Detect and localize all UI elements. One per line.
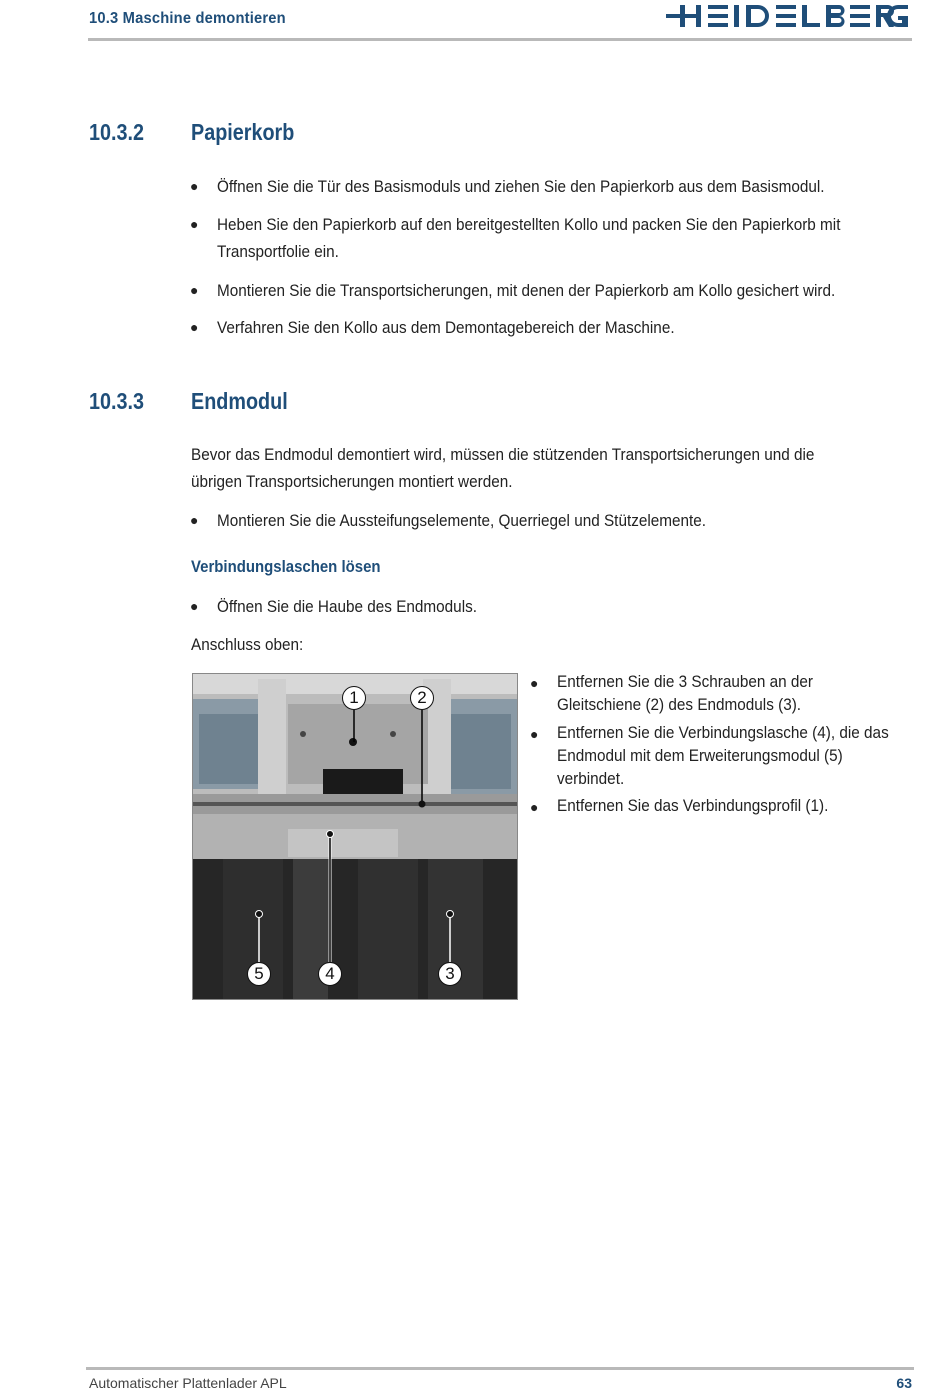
callout-3: 3 — [438, 962, 462, 986]
intro-line: übrigen Transportsicherungen montiert werden. — [191, 472, 513, 491]
bullet-icon: ● — [190, 282, 199, 298]
bullet-icon: ● — [190, 319, 199, 335]
side-list-line: Gleitschiene (2) des Endmoduls (3). — [557, 695, 802, 714]
bullet-icon: ● — [530, 799, 539, 815]
subheading: Verbindungslaschen lösen — [191, 557, 381, 576]
bullet-icon: ● — [190, 178, 199, 194]
heidelberg-logo — [666, 3, 908, 29]
footer-doc-title: Automatischer Plattenlader APL — [89, 1375, 287, 1391]
bullet-icon: ● — [530, 726, 539, 742]
side-list-line: Endmodul mit dem Erweiterungsmodul (5) — [557, 746, 843, 765]
section-number: 10.3.2 — [89, 119, 144, 145]
callout-4: 4 — [318, 962, 342, 986]
bullet-icon: ● — [530, 675, 539, 691]
list-item-line: Transportfolie ein. — [217, 242, 339, 261]
side-list-line: Entfernen Sie die 3 Schrauben an der — [557, 672, 814, 691]
side-list-line: Entfernen Sie das Verbindungsprofil (1). — [557, 796, 829, 815]
callout-5: 5 — [247, 962, 271, 986]
bullet-icon: ● — [190, 598, 199, 614]
side-list-line: verbindet. — [557, 769, 625, 788]
running-header-title: 10.3 Maschine demontieren — [89, 10, 286, 27]
machine-photo — [192, 673, 518, 1000]
list-item: Öffnen Sie die Tür des Basismoduls und ziehen Sie den Papierkorb aus dem Basismodul. — [217, 177, 825, 196]
intro-line: Bevor das Endmodul demontiert wird, müssen die stützenden Transportsicherungen und die — [191, 445, 815, 464]
list-item: Öffnen Sie die Haube des Endmoduls. — [217, 597, 478, 616]
footer-rule — [86, 1367, 914, 1370]
section-number: 10.3.3 — [89, 388, 144, 414]
connection-label: Anschluss oben: — [191, 635, 304, 654]
callout-1: 1 — [342, 686, 366, 710]
list-item: Verfahren Sie den Kollo aus dem Demontagebereich der Maschine. — [217, 318, 675, 337]
section-title: Endmodul — [191, 388, 288, 414]
bullet-icon: ● — [190, 512, 199, 528]
list-item: Montieren Sie die Transportsicherungen, mit denen der Papierkorb am Kollo gesichert wird. — [217, 281, 836, 300]
side-list-line: Entfernen Sie die Verbindungslasche (4), die das — [557, 723, 889, 742]
section-title: Papierkorb — [191, 119, 295, 145]
list-item-line: Heben Sie den Papierkorb auf den bereitgestellten Kollo und packen Sie den Papierkorb mit — [217, 215, 841, 234]
machine-photo-drawing — [193, 674, 517, 999]
bullet-icon: ● — [190, 216, 199, 232]
page-number: 63 — [896, 1375, 912, 1391]
callout-2: 2 — [410, 686, 434, 710]
header-rule — [88, 38, 912, 41]
list-item: Montieren Sie die Aussteifungselemente, Querriegel und Stützelemente. — [217, 511, 707, 530]
